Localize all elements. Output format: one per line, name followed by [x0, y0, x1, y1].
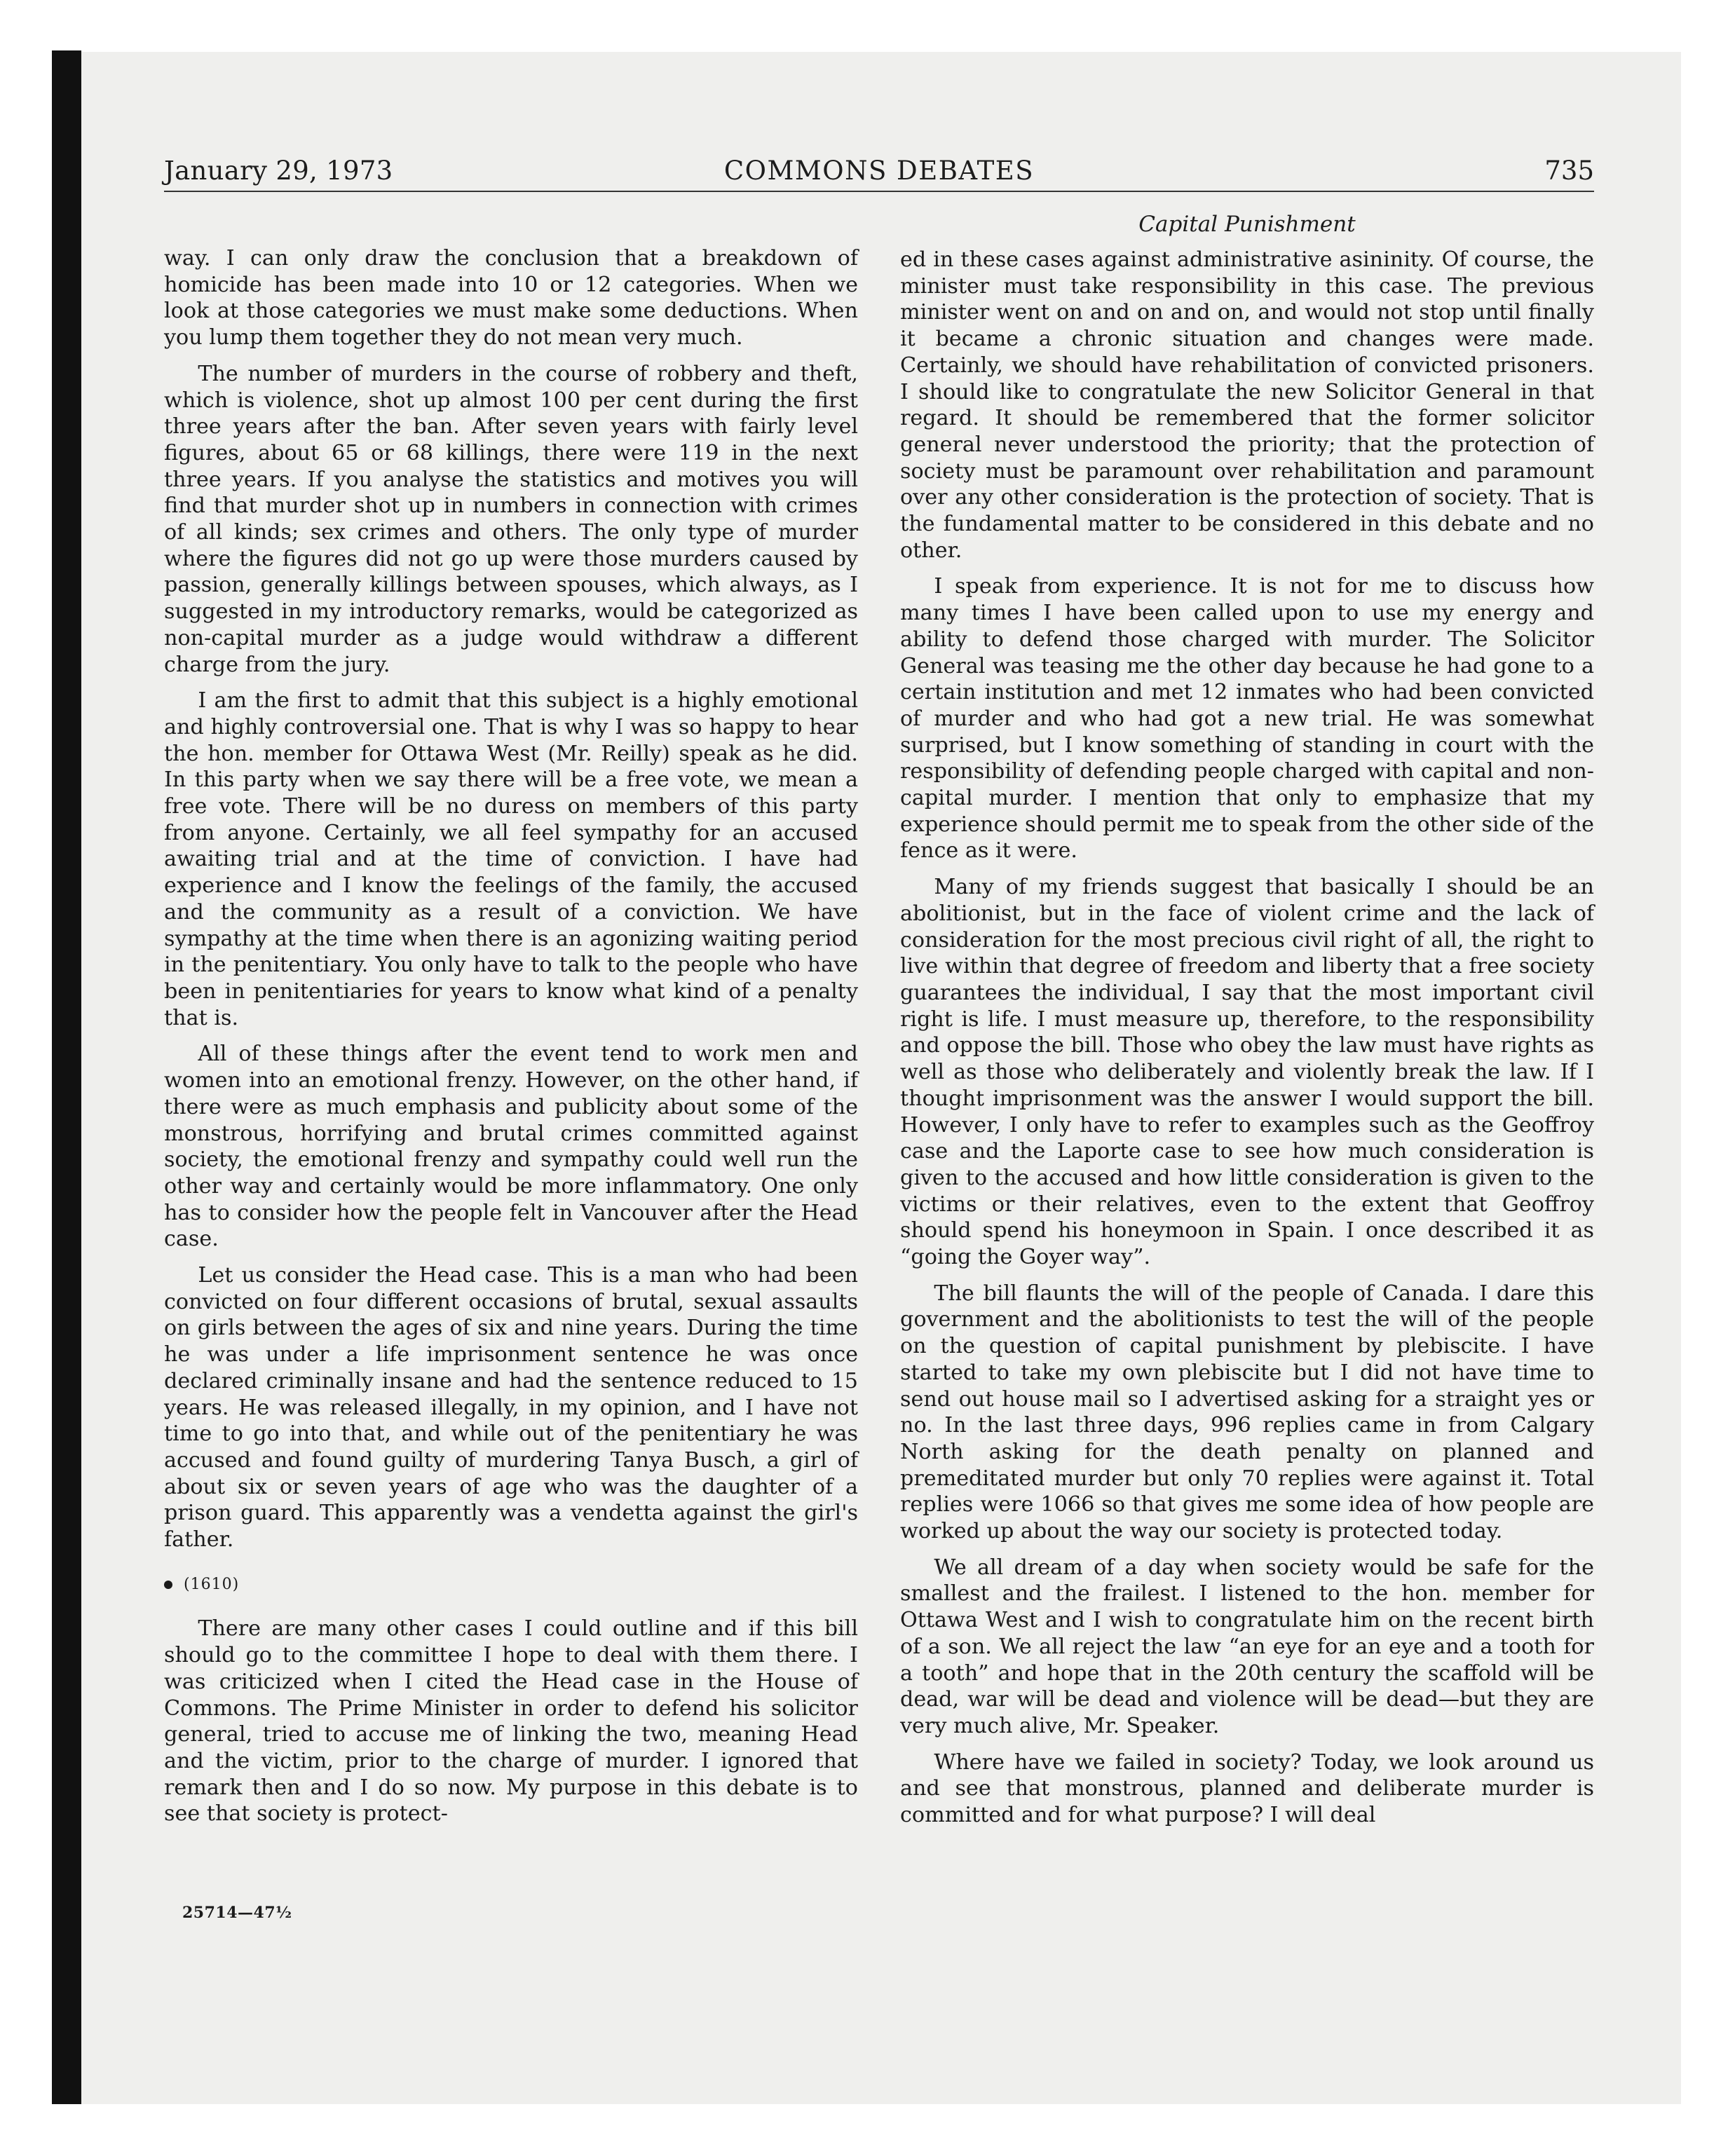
paragraph: way. I can only draw the conclusion that a breakdown of homicide has been made into 10 or 12 categories. When we look at those categories we must make some deductions. When you lump them together they do not mean very much. — [164, 246, 858, 350]
paragraph: All of these things after the event tend to work men and women into an emotional frenzy. However, on the other hand, if there were as much emphasis and publicity about some of the monstrous, horrifying and brutal crimes committed against society, the emotional frenzy and sympathy could well run the other way and certainly would be more inflammatory. One only has to consider how the people felt in Vancouver after the Head case. — [164, 1042, 858, 1252]
paragraph: I am the first to admit that this subject is a highly emotional and highly controversial one. That is why I was so happy to hear the hon. member for Ottawa West (Mr. Reilly) speak as he did. In this party when we say there will be a free vote, we mean a free vote. There will be no duress on members of this party from anyone. Certainly, we all feel sympathy for an accused awaiting trial and at the time of conviction. I have had experience and I know the feelings of the family, the accused and the community as a result of a conviction. We have sympathy at the time when there is an agonizing waiting period in the penitentiary. You only have to talk to the people who have been in penitentiaries for years to know what kind of a penalty that is. — [164, 688, 858, 1030]
paragraph: We all dream of a day when society would be safe for the smallest and the frailest. I listened to the hon. member for Ottawa West and I wish to congratulate him on the recent birth of a son. We all reject the law “an eye for an eye and a tooth for a tooth” and hope that in the 20th century the scaffold will be dead, war will be dead and violence will be dead—but they are very much alive, Mr. Speaker. — [900, 1555, 1594, 1738]
footnote: 25714—47½ — [182, 1904, 292, 1922]
paragraph: I speak from experience. It is not for me to discuss how many times I have been called upon to use my energy and ability to defend those charged with murder. The Solicitor General was teasing me the other day because he had gone to a certain institution and met 12 inmates who had been convicted of murder and who had got a new trial. He was somewhat surprised, but I know something of standing in court with the responsibility of defending people charged with capital and non-capital murder. I mention that only to emphasize that my experience should permit me to speak from the other side of the fence as it were. — [900, 574, 1594, 864]
time-marker — [164, 1571, 858, 1598]
page-header — [164, 156, 1594, 192]
paragraph: The bill flaunts the will of the people of Canada. I dare this government and the abolitionists to test the will of the people on the question of capital punishment by plebiscite. I have started to take my own plebiscite but I did not have time to send out house mail so I advertised asking for a straight yes or no. In the last three days, 996 replies came in from Calgary North asking for the death penalty on planned and premeditated murder but only 70 replies were against it. Total replies were 1066 so that gives me some idea of how people are worked up about the way our society is protected today. — [900, 1281, 1594, 1544]
paragraph: Many of my friends suggest that basically I should be an abolitionist, but in the face of violent crime and the lack of consideration for the most precious civil right of all, the right to live within that degree of freedom and liberty that a free society guarantees the individual, I say that the most important civil right is life. I must measure up, therefore, to the responsibility and oppose the bill. Those who obey the law must have rights as well as those who deliberately and violently break the law. If I thought imprisonment was the answer I would support the bill. However, I only have to refer to examples such as the Geoffroy case and the Laporte case to see how much consideration is given to the accused and how little consideration is given to the victims or their relatives, even to the extent that Geoffroy should spend his honeymoon in Spain. I once described it as “going the Goyer way”. — [900, 875, 1594, 1270]
time-marker-text: (1610) — [184, 1575, 240, 1593]
right-column — [900, 247, 1594, 1838]
paragraph: Where have we failed in society? Today, we look around us and see that monstrous, planned and deliberate murder is committed and for what purpose? I will deal — [900, 1749, 1594, 1828]
left-column — [164, 245, 858, 1837]
header-date: January 29, 1973 — [164, 156, 393, 186]
paragraph: ed in these cases against administrative asininity. Of course, the minister must take responsibility in this case. The previous minister went on and on and on, and would not stop until finally it became a chronic situation and changes were made. Certainly, we should have rehabilitation of convicted prisoners. I should like to congratulate the new Solicitor General in that regard. It should be remembered that the former solicitor general never understood the priority; that the protection of society must be paramount over rehabilitation and paramount over any other consideration is the protection of society. That is the fundamental matter to be considered in this debate and no other. — [900, 247, 1594, 563]
header-title: COMMONS DEBATES — [723, 156, 1035, 186]
paragraph: There are many other cases I could outline and if this bill should go to the committee I hope to deal with them there. I was criticized when I cited the Head case in the House of Commons. The Prime Minister in order to defend his solicitor general, tried to accuse me of linking the two, meaning Head and the victim, prior to the charge of murder. I ignored that remark then and I do so now. My purpose in this debate is to see that society is protect- — [164, 1616, 858, 1827]
page-number: 735 — [1544, 156, 1594, 186]
paragraph: Let us consider the Head case. This is a man who had been convicted on four different occasions of brutal, sexual assaults on girls between the ages of six and nine years. During the time he was under a life imprisonment sentence he was once declared criminally insane and had the sentence reduced to 15 years. He was released illegally, in my opinion, and I have not time to go into that, and while out of the penitentiary he was accused and found guilty of murdering Tanya Busch, a girl of about six or seven years of age who was the daughter of a prison guard. This apparently was a vendetta against the girl's father. — [164, 1263, 858, 1553]
scan-edge — [52, 50, 81, 2104]
paragraph: The number of murders in the course of robbery and theft, which is violence, shot up almost 100 per cent during the first three years after the ban. After seven years with fairly level figures, about 65 or 68 killings, there were 119 in the next three years. If you analyse the statistics and motives you will find that murder shot up in numbers in connection with crimes of all kinds; sex crimes and others. The only type of murder where the figures did not go up were those murders caused by passion, generally killings between spouses, which always, as I suggested in my introductory remarks, would be categorized as non-capital murder as a judge would withdraw a different charge from the jury. — [164, 361, 858, 677]
section-title: Capital Punishment — [1138, 212, 1356, 237]
bullet-icon — [164, 1581, 172, 1589]
